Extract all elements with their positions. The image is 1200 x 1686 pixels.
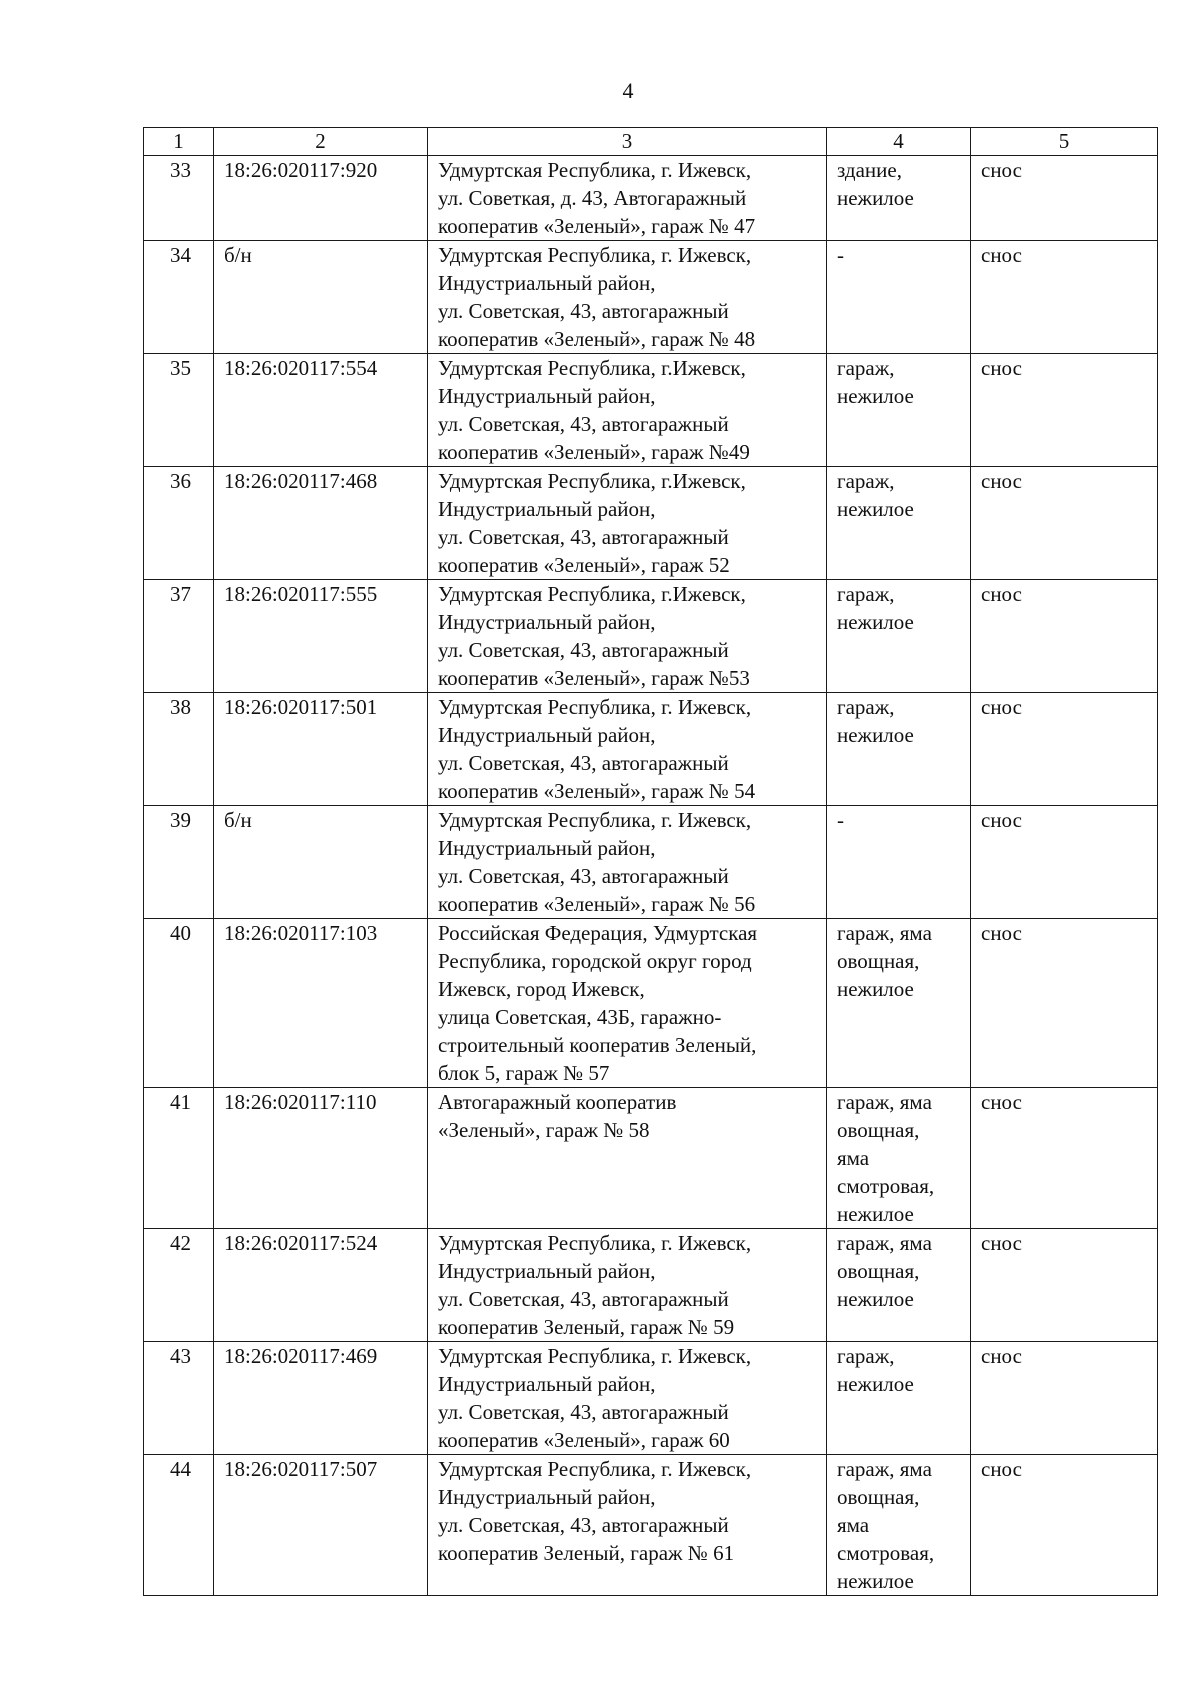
table-row [144,693,1158,806]
row-number: 38 [144,693,214,806]
address: Удмуртская Республика, г. Ижевск, Индустриальный район, ул. Советская, 43, автогаражный кооператив Зеленый, гараж № 61 [428,1455,827,1596]
address: Удмуртская Республика, г.Ижевск, Индустриальный район, ул. Советская, 43, автогаражный кооператив «Зеленый», гараж №49 [428,354,827,467]
action: снос [971,580,1158,693]
object-type: гараж, яма овощная, яма смотровая, нежилое [827,1455,971,1596]
address: Российская Федерация, Удмуртская Республика, городской округ город Ижевск, город Ижевск, улица Советская, 43Б, гаражно- строительный кооператив Зеленый, блок 5, гараж № 57 [428,919,827,1088]
column-header-1: 1 [144,128,214,156]
row-number: 34 [144,241,214,354]
object-type: гараж, яма овощная, нежилое [827,919,971,1088]
cadastral-number: 18:26:020117:920 [214,156,428,241]
cadastral-number: 18:26:020117:524 [214,1229,428,1342]
action: снос [971,241,1158,354]
action: снос [971,354,1158,467]
object-type: гараж, яма овощная, нежилое [827,1229,971,1342]
object-type: гараж, нежилое [827,354,971,467]
cadastral-number: 18:26:020117:554 [214,354,428,467]
address: Удмуртская Республика, г.Ижевск, Индустриальный район, ул. Советская, 43, автогаражный кооператив «Зеленый», гараж 52 [428,467,827,580]
object-type: гараж, нежилое [827,1342,971,1455]
row-number: 42 [144,1229,214,1342]
table-row [144,156,1158,241]
object-type: - [827,241,971,354]
register-table-body [144,156,1158,1596]
column-header-2: 2 [214,128,428,156]
object-type: гараж, нежилое [827,467,971,580]
register-table-header [144,128,1158,156]
row-number: 37 [144,580,214,693]
object-type: гараж, яма овощная, яма смотровая, нежилое [827,1088,971,1229]
row-number: 41 [144,1088,214,1229]
object-type: гараж, нежилое [827,580,971,693]
cadastral-number: б/н [214,806,428,919]
action: снос [971,1455,1158,1596]
action: снос [971,806,1158,919]
address: Удмуртская Республика, г. Ижевск, Индустриальный район, ул. Советская, 43, автогаражный кооператив Зеленый, гараж № 59 [428,1229,827,1342]
table-row [144,919,1158,1088]
cadastral-number: 18:26:020117:507 [214,1455,428,1596]
cadastral-number: 18:26:020117:468 [214,467,428,580]
action: снос [971,1088,1158,1229]
table-row [144,354,1158,467]
row-number: 36 [144,467,214,580]
action: снос [971,693,1158,806]
address: Удмуртская Республика, г. Ижевск, Индустриальный район, ул. Советская, 43, автогаражный кооператив «Зеленый», гараж № 56 [428,806,827,919]
object-type: - [827,806,971,919]
column-header-5: 5 [971,128,1158,156]
address: Удмуртская Республика, г.Ижевск, Индустриальный район, ул. Советская, 43, автогаражный кооператив «Зеленый», гараж №53 [428,580,827,693]
action: снос [971,467,1158,580]
row-number: 40 [144,919,214,1088]
table-row [144,580,1158,693]
table-row [144,1342,1158,1455]
address: Удмуртская Республика, г. Ижевск, Индустриальный район, ул. Советская, 43, автогаражный кооператив «Зеленый», гараж 60 [428,1342,827,1455]
row-number: 35 [144,354,214,467]
row-number: 44 [144,1455,214,1596]
cadastral-number: б/н [214,241,428,354]
object-type: здание, нежилое [827,156,971,241]
table-row [144,1229,1158,1342]
address: Удмуртская Республика, г. Ижевск, Индустриальный район, ул. Советская, 43, автогаражный кооператив «Зеленый», гараж № 48 [428,241,827,354]
cadastral-number: 18:26:020117:501 [214,693,428,806]
row-number: 43 [144,1342,214,1455]
action: снос [971,919,1158,1088]
column-header-4: 4 [827,128,971,156]
row-number: 39 [144,806,214,919]
page-number: 4 [622,78,634,103]
table-row [144,806,1158,919]
action: снос [971,1342,1158,1455]
table-row [144,1088,1158,1229]
register-table [143,127,1158,1596]
address: Удмуртская Республика, г. Ижевск, Индустриальный район, ул. Советская, 43, автогаражный кооператив «Зеленый», гараж № 54 [428,693,827,806]
cadastral-number: 18:26:020117:555 [214,580,428,693]
table-row [144,1455,1158,1596]
address: Удмуртская Республика, г. Ижевск, ул. Советкая, д. 43, Автогаражный кооператив «Зеленый», гараж № 47 [428,156,827,241]
action: снос [971,156,1158,241]
row-number: 33 [144,156,214,241]
cadastral-number: 18:26:020117:110 [214,1088,428,1229]
cadastral-number: 18:26:020117:469 [214,1342,428,1455]
object-type: гараж, нежилое [827,693,971,806]
table-row [144,467,1158,580]
column-header-3: 3 [428,128,827,156]
cadastral-number: 18:26:020117:103 [214,919,428,1088]
table-row [144,241,1158,354]
address: Автогаражный кооператив «Зеленый», гараж № 58 [428,1088,827,1229]
action: снос [971,1229,1158,1342]
header-row [144,128,1158,156]
